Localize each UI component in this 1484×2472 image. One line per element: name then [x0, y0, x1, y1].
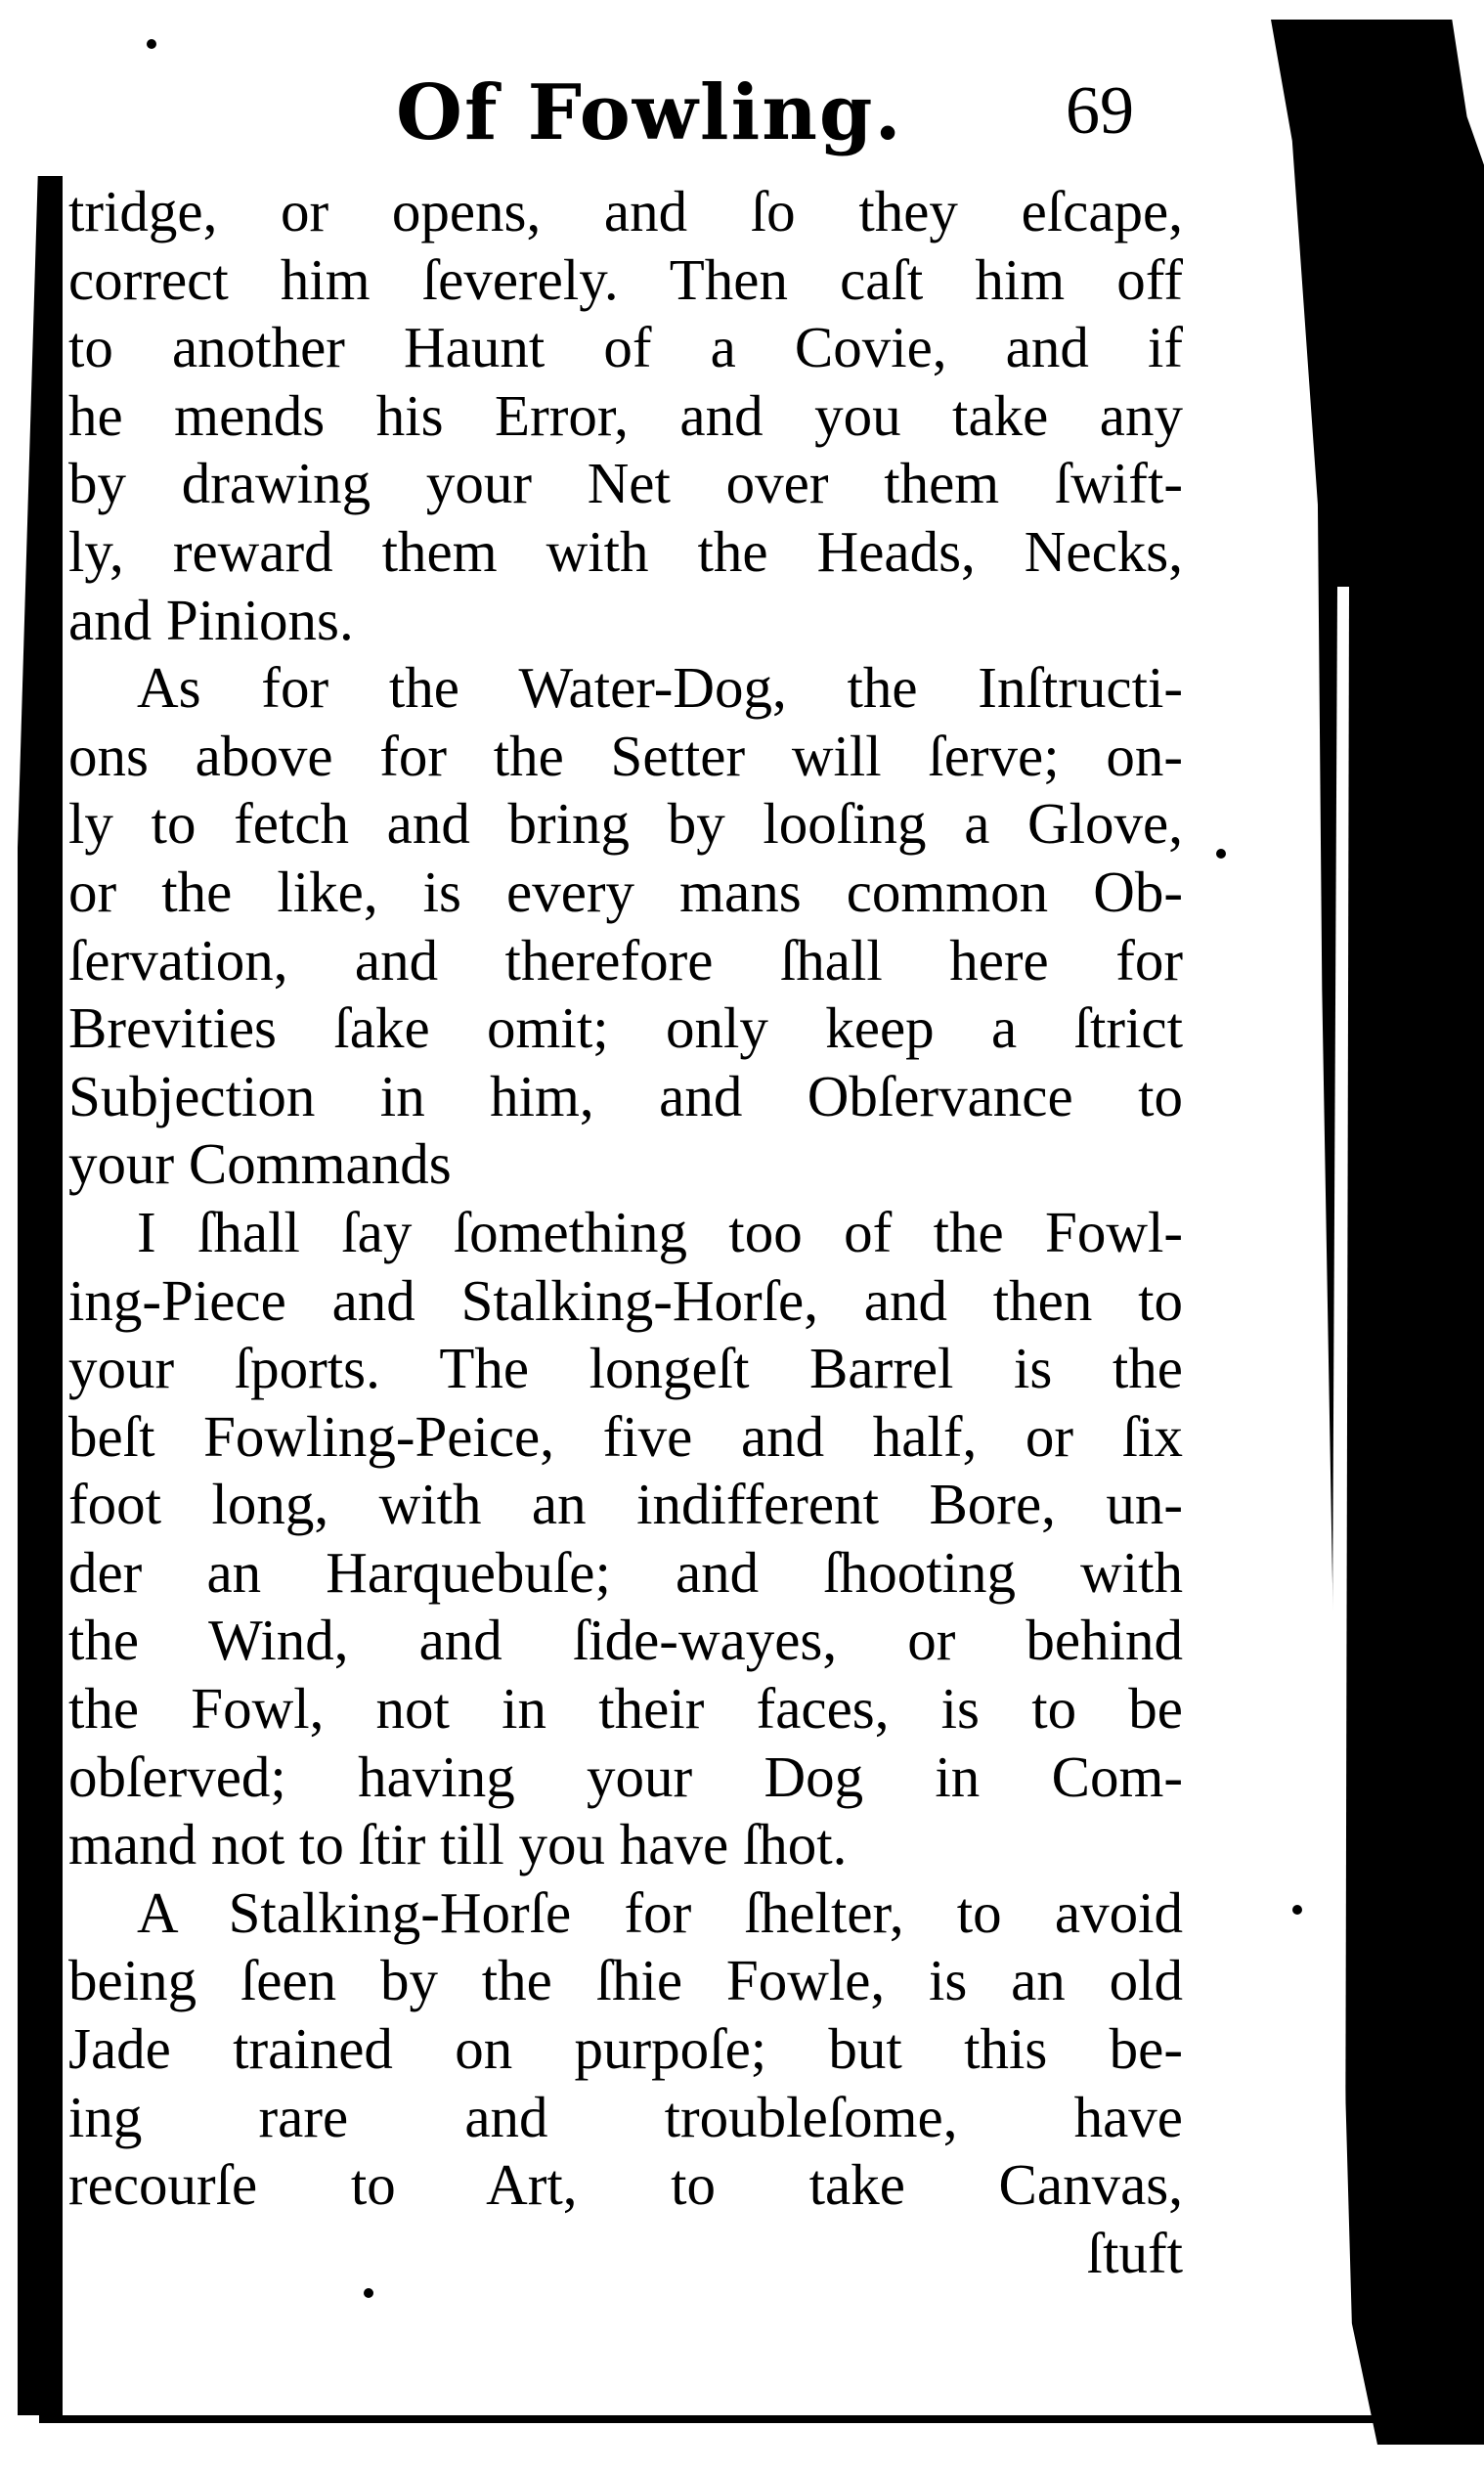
text-line: the Fowl, not in their faces, is to be — [68, 1676, 1183, 1742]
text-line: ly to fetch and bring by looſing a Glove, — [68, 791, 1183, 857]
page-header — [293, 68, 1173, 176]
text-line: ing-Piece and Stalking-Horſe, and then to — [68, 1267, 1183, 1333]
ink-speck — [1216, 849, 1226, 859]
text-line: Brevities ſake omit; only keep a ſtrict — [68, 995, 1183, 1061]
text-line: ing rare and troubleſome, have — [68, 2084, 1183, 2149]
right-edge-shadow — [1271, 20, 1484, 2445]
text-line: ons above for the Setter will ſerve; on- — [68, 723, 1183, 788]
catchword: ſtuft — [1086, 2220, 1183, 2285]
text-line: tridge, or opens, and ſo they eſcape, — [68, 179, 1183, 243]
body-text — [68, 178, 1183, 2287]
paragraph-start: A Stalking-Horſe for ſhelter, to avoid — [137, 1879, 1183, 1945]
page-number: 69 — [1066, 73, 1134, 149]
bottom-edge-shadow — [39, 2415, 1388, 2423]
text-line: being ſeen by the ſhie Fowle, is an old — [68, 1948, 1183, 2013]
text-line: der an Harquebuſe; and ſhooting with — [68, 1539, 1183, 1605]
paragraph-start: I ſhall ſay ſomething too of the Fowl- — [137, 1199, 1183, 1264]
ink-speck — [147, 39, 156, 49]
text-line: the Wind, and ſide-wayes, or behind — [68, 1608, 1183, 1673]
text-line: mand not to ſtir till you have ſhot. — [68, 1812, 848, 1877]
text-line: he mends his Error, and you take any — [68, 382, 1183, 448]
text-line: beſt Fowling-Peice, five and half, or ſix — [68, 1403, 1183, 1469]
text-line: recourſe to Art, to take Canvas, — [68, 2152, 1183, 2218]
text-line: correct him ſeverely. Then caſt him off — [68, 246, 1183, 312]
paragraph-start: As for the Water-Dog, the Inſtructi- — [137, 655, 1183, 721]
text-line: by drawing your Net over them ſwift- — [68, 451, 1183, 516]
running-head: Of Fowling. — [396, 68, 903, 157]
text-line: obſerved; having your Dog in Com- — [68, 1744, 1183, 1809]
text-line: ſervation, and therefore ſhall here for — [68, 927, 1183, 993]
text-line: Subjection in him, and Obſervance to — [68, 1063, 1183, 1128]
text-line: to another Haunt of a Covie, and if — [68, 315, 1183, 380]
text-line: Jade trained on purpoſe; but this be- — [68, 2016, 1183, 2082]
left-spine-shadow — [18, 176, 63, 2415]
text-line: ly, reward them with the Heads, Necks, — [68, 518, 1183, 584]
text-line: or the like, is every mans common Ob- — [68, 859, 1183, 924]
ink-speck — [1292, 1905, 1302, 1915]
text-line: your Commands — [68, 1131, 452, 1197]
text-line: and Pinions. — [68, 587, 354, 652]
ink-speck — [364, 2288, 373, 2298]
text-line: your ſports. The longeſt Barrel is the — [68, 1336, 1183, 1401]
text-line: foot long, with an indifferent Bore, un- — [68, 1472, 1183, 1537]
